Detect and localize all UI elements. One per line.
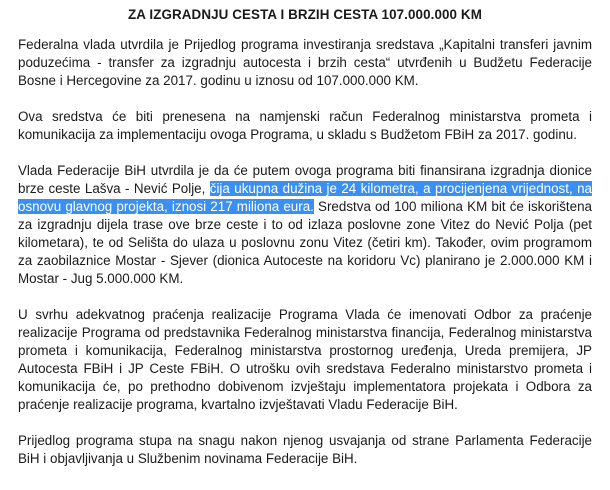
paragraph-road-section xyxy=(18,162,592,288)
paragraph-road-section-end: Sredstva od 100 miliona KM bit će iskorištena za izgradnju dijela trase ove brze ceste i to od izlaza poslovne zone Vitez do Nević Polja (pet kilometara), te od Selišta do ulaza u poslovnu zonu Vitez (četiri km). Također, ovim programom za zaobilaznice Mostar - Sjever (dionica Autoceste na koridoru Vc) planirano je 2.000.000 KM i Mostar - Jug 5.000.000 KM. xyxy=(18,199,592,286)
paragraph-monitoring-board: U svrhu adekvatnog praćenja realizacije Programa Vlada će imenovati Odbor za praćenje realizacije Programa od predstavnika Federalnog ministarstva financija, Federalnog ministarstva prometa i komunikacija, Federalnog ministarstva prostornog uređenja, Ureda premijera, JP Autocesta FBiH i JP Ceste FBiH. O utrošku ovih sredstava Federalno ministarstvo prometa i komunikacija će, po prethodno dobivenom izvještaju implementatora projekata i Odbora za praćenje realizacije programa, kvartalno izvještavati Vladu Federacije BiH. xyxy=(18,307,592,412)
selected-text-highlight[interactable]: čija ukupna dužina je 24 kilometra, a procijenjena vrijednost, na osnovu glavnog projekta, iznosi 217 miliona eura. xyxy=(18,181,592,214)
article-title: ZA IZGRADNJU CESTA I BRZIH CESTA 107.000.000 KM xyxy=(128,7,482,22)
paragraph-funds-transfer: Ova sredstva će biti prenesena na namjenski račun Federalnog ministarstva prometa i komunikacija za implementaciju ovoga Programa, u skladu s Budžetom FBiH za 2017. godinu. xyxy=(18,109,592,142)
paragraph-program-approval: Federalna vlada utvrdila je Prijedlog programa investiranja sredstava „Kapitalni transferi javnim poduzećima - transfer za izgradnju autocesta i brzih cesta“ utvrđenih u Budžetu Federacije Bosne i Hercegovine za 2017. godinu u iznosu od 107.000.000 KM. xyxy=(18,37,592,88)
paragraph-entry-into-force: Prijedlog programa stupa na snagu nakon njenog usvajanja od strane Parlamenta Federacije BiH i objavljivanja u Službenim novinama Federacije BiH. xyxy=(18,433,592,466)
article xyxy=(18,6,592,486)
paragraph-road-section-start: Vlada Federacije BiH utvrdila je da će putem ovoga programa biti finansirana izgradnja dionice brze ceste Lašva - Nević Polje, xyxy=(18,163,592,196)
